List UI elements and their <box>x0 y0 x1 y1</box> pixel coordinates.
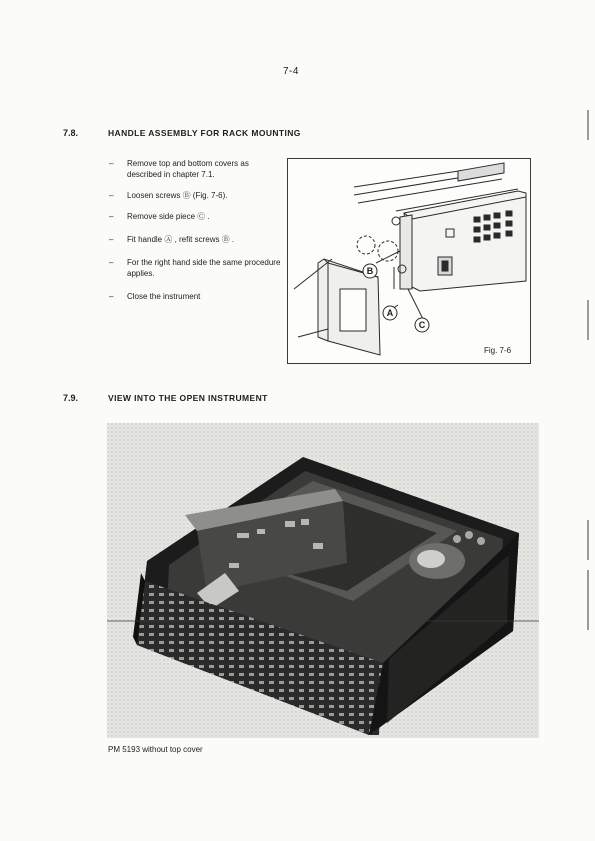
procedure-steps <box>108 158 283 312</box>
figure-handle-assembly <box>287 158 531 364</box>
procedure-step: – Loosen screws Ⓑ (Fig. 7-6). <box>108 190 283 201</box>
scan-edge-mark <box>587 110 589 140</box>
scan-edge-mark <box>587 520 589 560</box>
section-number: 7.8. <box>63 128 79 138</box>
figure-caption: Fig. 7-6 <box>484 346 512 355</box>
callout-c: C <box>418 320 426 330</box>
photo-open-instrument <box>107 423 539 738</box>
section-title: HANDLE ASSEMBLY FOR RACK MOUNTING <box>108 128 301 138</box>
open-instrument-photo <box>107 423 539 738</box>
procedure-step: – Remove top and bottom covers as described in chapter 7.1. <box>108 158 283 180</box>
callout-a: A <box>386 308 394 318</box>
callout-b: B <box>366 266 374 276</box>
procedure-step: – Remove side piece Ⓒ . <box>108 211 283 222</box>
procedure-step: – Close the instrument <box>108 291 283 302</box>
scan-edge-mark <box>587 300 589 340</box>
page-number: 7-4 <box>283 66 299 77</box>
section-number: 7.9. <box>63 393 79 403</box>
photo-caption: PM 5193 without top cover <box>108 745 203 754</box>
handle-assembly-drawing <box>288 159 530 363</box>
scan-edge-mark <box>587 570 589 630</box>
procedure-step: – For the right hand side the same procedure applies. <box>108 257 283 279</box>
section-title: VIEW INTO THE OPEN INSTRUMENT <box>108 393 268 403</box>
procedure-step: – Fit handle Ⓐ , refit screws Ⓑ . <box>108 234 283 245</box>
